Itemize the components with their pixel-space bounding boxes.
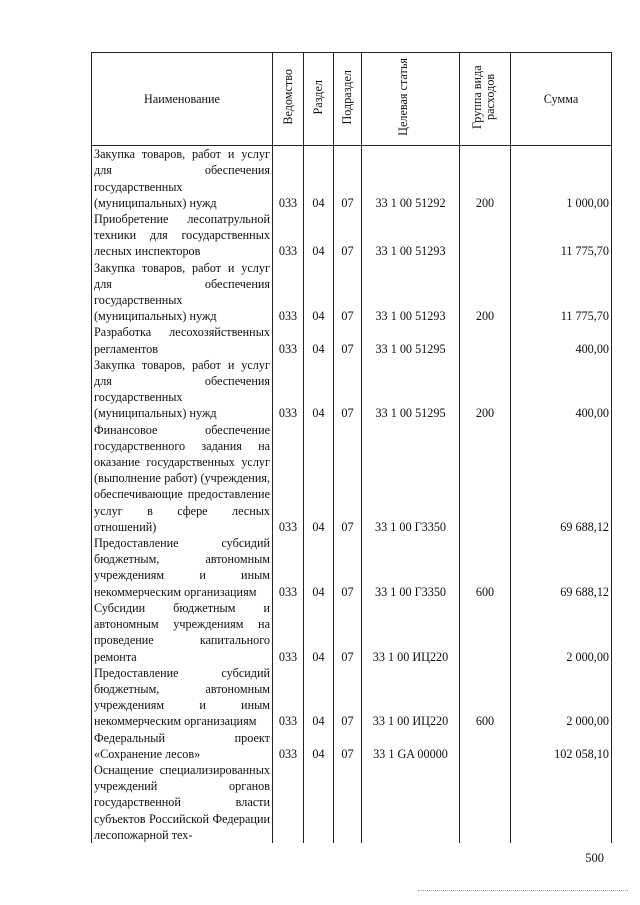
row-section: 04 [304,730,334,762]
table-row [92,600,612,665]
row-section: 04 [304,260,334,325]
row-amount: 400,00 [511,357,612,422]
row-section: 04 [304,422,334,535]
row-subsection: 07 [334,730,362,762]
row-name: Закупка товаров, работ и услуг для обеспечения государственных (муниципальных) нужд [92,146,273,211]
table-row [92,730,612,762]
row-dept: 033 [273,211,304,260]
budget-table [91,52,612,843]
row-name: Федеральный проект «Сохранение лесов» [92,730,273,762]
row-section: 04 [304,146,334,211]
table-row [92,357,612,422]
row-group [460,600,511,665]
page-number: 500 [585,851,604,865]
table-row [92,422,612,535]
row-target: 33 1 00 51293 [362,211,460,260]
row-amount: 400,00 [511,324,612,356]
row-section [304,762,334,843]
row-dept: 033 [273,357,304,422]
row-group: 600 [460,535,511,600]
row-section: 04 [304,324,334,356]
row-group: 200 [460,357,511,422]
row-amount: 1 000,00 [511,146,612,211]
row-group [460,730,511,762]
row-name: Финансовое обеспечение государственного задания на оказание государственных услуг (выполнение работ) (учреждения, обеспечивающие предоставление услуг в сфере лесных отношений) [92,422,273,535]
row-amount: 11 775,70 [511,260,612,325]
row-section: 04 [304,211,334,260]
row-dept: 033 [273,146,304,211]
header-group: Группа вида расходов [460,53,511,146]
row-name: Закупка товаров, работ и услуг для обеспечения государственных (муниципальных) нужд [92,260,273,325]
row-subsection: 07 [334,260,362,325]
row-amount [511,762,612,843]
row-group: 600 [460,665,511,730]
row-amount: 2 000,00 [511,665,612,730]
row-group [460,324,511,356]
row-name: Предоставление субсидий бюджетным, автономным учреждениям и иным некоммерческим организациям [92,665,273,730]
row-subsection: 07 [334,600,362,665]
row-target [362,762,460,843]
row-dept: 033 [273,730,304,762]
row-amount: 69 688,12 [511,422,612,535]
row-group [460,422,511,535]
header-amount: Сумма [511,53,612,146]
row-amount: 102 058,10 [511,730,612,762]
row-subsection: 07 [334,324,362,356]
row-name: Субсидии бюджетным и автономным учреждениям на проведение капитального ремонта [92,600,273,665]
row-group: 200 [460,146,511,211]
row-target: 33 1 00 51292 [362,146,460,211]
row-group: 200 [460,260,511,325]
row-target: 33 1 00 ИЦ220 [362,665,460,730]
header-name: Наименование [92,53,273,146]
row-target: 33 1 00 51295 [362,324,460,356]
row-group [460,211,511,260]
row-dept: 033 [273,600,304,665]
row-section: 04 [304,600,334,665]
row-target: 33 1 00 51293 [362,260,460,325]
header-row [92,53,612,146]
header-dept: Ведомство [273,53,304,146]
row-subsection: 07 [334,211,362,260]
table-row [92,535,612,600]
row-subsection [334,762,362,843]
row-target: 33 1 GA 00000 [362,730,460,762]
row-target: 33 1 00 Г3350 [362,535,460,600]
row-name: Оснащение специализированных учреждений органов государственной власти субъектов Российской Федерации лесопожарной тех- [92,762,273,843]
table-row [92,146,612,211]
row-subsection: 07 [334,357,362,422]
header-target: Целевая статья [362,53,460,146]
row-dept: 033 [273,535,304,600]
row-subsection: 07 [334,146,362,211]
row-target: 33 1 00 Г3350 [362,422,460,535]
header-section: Раздел [304,53,334,146]
row-amount: 11 775,70 [511,211,612,260]
row-section: 04 [304,535,334,600]
row-subsection: 07 [334,422,362,535]
row-dept [273,762,304,843]
row-name: Предоставление субсидий бюджетным, автономным учреждениям и иным некоммерческим организациям [92,535,273,600]
row-dept: 033 [273,422,304,535]
row-dept: 033 [273,260,304,325]
row-subsection: 07 [334,535,362,600]
table-row [92,762,612,843]
row-amount: 69 688,12 [511,535,612,600]
row-subsection: 07 [334,665,362,730]
table-row [92,665,612,730]
row-dept: 033 [273,665,304,730]
row-target: 33 1 00 51295 [362,357,460,422]
row-amount: 2 000,00 [511,600,612,665]
table-row [92,211,612,260]
row-section: 04 [304,665,334,730]
row-section: 04 [304,357,334,422]
header-subsection: Подраздел [334,53,362,146]
row-target: 33 1 00 ИЦ220 [362,600,460,665]
row-name: Закупка товаров, работ и услуг для обеспечения государственных (муниципальных) нужд [92,357,273,422]
row-dept: 033 [273,324,304,356]
table-row [92,324,612,356]
table-row [92,260,612,325]
row-name: Разработка лесохозяйственных регламентов [92,324,273,356]
row-group [460,762,511,843]
footer-divider [418,890,628,891]
row-name: Приобретение лесопатрульной техники для государственных лесных инспекторов [92,211,273,260]
